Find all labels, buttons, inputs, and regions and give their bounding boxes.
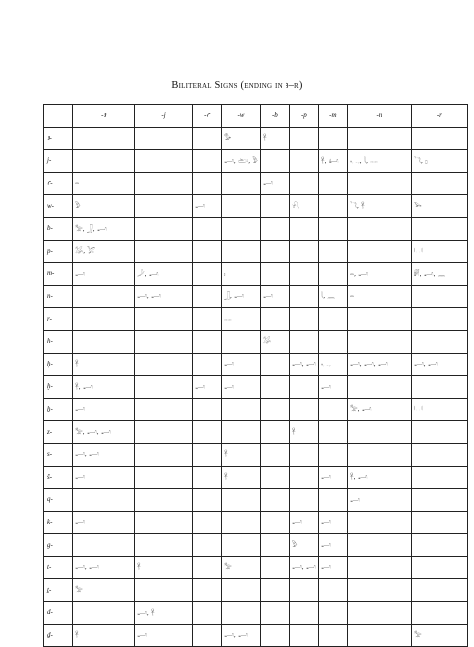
table-row (44, 602, 468, 625)
hieroglyph-cell: 𓂝 (260, 285, 289, 308)
hieroglyph-cell: 𓂝 (73, 466, 135, 489)
hieroglyph-cell: 𓅡, 𓂝, 𓂝 (73, 421, 135, 444)
hieroglyph-cell (318, 443, 347, 466)
hieroglyph-cell (289, 127, 318, 150)
hieroglyph-cell (289, 240, 318, 263)
hieroglyph-cell (73, 150, 135, 173)
hieroglyph-cell (347, 421, 411, 444)
hieroglyph-cell (135, 443, 193, 466)
hieroglyph-cell: 𓅡 (411, 624, 467, 647)
hieroglyph-cell: 𓂝 (347, 489, 411, 512)
hieroglyph-cell: 𓋹 (222, 466, 261, 489)
row-label: k- (44, 511, 73, 534)
table-row (44, 330, 468, 353)
hieroglyph-cell (260, 195, 289, 218)
hieroglyph-cell (73, 534, 135, 557)
row-label: z- (44, 421, 73, 444)
hieroglyph-cell: 𓅮, 𓅯 (73, 240, 135, 263)
hieroglyph-cell (260, 263, 289, 286)
hieroglyph-cell: 𓆑, 𓇋, 𓂋 (347, 150, 411, 173)
hieroglyph-cell (260, 398, 289, 421)
hieroglyph-cell (347, 172, 411, 195)
row-label: j- (44, 150, 73, 173)
hieroglyph-cell (260, 466, 289, 489)
hieroglyph-cell: 𓅨 (411, 195, 467, 218)
hieroglyph-cell (135, 330, 193, 353)
hieroglyph-cell (318, 421, 347, 444)
hieroglyph-cell (411, 376, 467, 399)
hieroglyph-cell (411, 308, 467, 331)
hieroglyph-cell: 𓉐 (411, 398, 467, 421)
hieroglyph-cell (193, 240, 222, 263)
hieroglyph-cell (411, 330, 467, 353)
hieroglyph-cell (411, 511, 467, 534)
column-header (44, 105, 73, 128)
table-row (44, 556, 468, 579)
hieroglyph-cell (135, 217, 193, 240)
hieroglyph-cell (347, 127, 411, 150)
table-row (44, 624, 468, 647)
hieroglyph-cell (318, 240, 347, 263)
hieroglyph-cell (193, 353, 222, 376)
hieroglyph-cell: 𓂝, 𓂝, 𓂝 (347, 353, 411, 376)
row-label: ḏ- (44, 624, 73, 647)
hieroglyph-cell: 𓂝 (73, 398, 135, 421)
hieroglyph-cell (318, 195, 347, 218)
hieroglyph-cell: 𓂋 (222, 308, 261, 331)
hieroglyph-cell (193, 602, 222, 625)
hieroglyph-cell (135, 579, 193, 602)
hieroglyph-cell (260, 511, 289, 534)
hieroglyph-cell (135, 376, 193, 399)
hieroglyph-cell (260, 353, 289, 376)
table-row (44, 579, 468, 602)
hieroglyph-cell (193, 308, 222, 331)
table-row (44, 376, 468, 399)
hieroglyph-cell (347, 579, 411, 602)
hieroglyph-cell (193, 534, 222, 557)
header-row (44, 105, 468, 128)
hieroglyph-cell (135, 466, 193, 489)
hieroglyph-cell (193, 511, 222, 534)
hieroglyph-cell (135, 195, 193, 218)
hieroglyph-cell: 𓇋, 𓈖 (318, 285, 347, 308)
hieroglyph-cell (260, 308, 289, 331)
hieroglyph-cell: 𓃀, 𓂝 (222, 285, 261, 308)
hieroglyph-cell (411, 285, 467, 308)
hieroglyph-cell (193, 150, 222, 173)
hieroglyph-cell: 𓂝, 𓂝 (289, 353, 318, 376)
row-label: m- (44, 263, 73, 286)
row-label: p- (44, 240, 73, 263)
hieroglyph-cell (289, 398, 318, 421)
hieroglyph-cell (347, 330, 411, 353)
row-label: g- (44, 534, 73, 557)
hieroglyph-cell (135, 353, 193, 376)
table-row (44, 172, 468, 195)
table-row (44, 398, 468, 421)
row-label: q- (44, 489, 73, 512)
hieroglyph-cell (289, 466, 318, 489)
hieroglyph-cell (260, 489, 289, 512)
hieroglyph-cell (222, 511, 261, 534)
hieroglyph-cell: 𓆓, 𓊪 (411, 150, 467, 173)
hieroglyph-cell (193, 489, 222, 512)
hieroglyph-cell (193, 466, 222, 489)
hieroglyph-cell: 𓂝 (318, 534, 347, 557)
hieroglyph-cell: 𓉐 (411, 240, 467, 263)
row-label: ꜥ- (44, 172, 73, 195)
hieroglyph-cell (73, 127, 135, 150)
hieroglyph-cell (347, 308, 411, 331)
hieroglyph-cell (411, 489, 467, 512)
hieroglyph-cell: 𓏏 (73, 172, 135, 195)
row-label: ṯ- (44, 579, 73, 602)
row-label: ꜣ- (44, 127, 73, 150)
hieroglyph-cell: 𓋹, 𓂝 (73, 376, 135, 399)
hieroglyph-cell: 𓏞, 𓂝, 𓈖 (411, 263, 467, 286)
hieroglyph-cell (347, 240, 411, 263)
table-row (44, 466, 468, 489)
hieroglyph-cell (135, 240, 193, 263)
hieroglyph-cell (222, 195, 261, 218)
hieroglyph-cell (347, 217, 411, 240)
table-row (44, 240, 468, 263)
column-header: -p (289, 105, 318, 128)
hieroglyph-cell (260, 534, 289, 557)
hieroglyph-cell: 𓂝, 𓂝 (73, 443, 135, 466)
hieroglyph-cell: 𓂝 (318, 466, 347, 489)
hieroglyph-cell (289, 579, 318, 602)
hieroglyph-cell (347, 556, 411, 579)
table-row (44, 534, 468, 557)
hieroglyph-cell (318, 579, 347, 602)
hieroglyph-cell (347, 602, 411, 625)
hieroglyph-cell: 𓋹 (135, 556, 193, 579)
hieroglyph-cell (318, 398, 347, 421)
hieroglyph-cell: 𓅱 (73, 195, 135, 218)
hieroglyph-cell (135, 511, 193, 534)
hieroglyph-cell (260, 421, 289, 444)
hieroglyph-cell (135, 534, 193, 557)
hieroglyph-cell (193, 624, 222, 647)
hieroglyph-cell: 𓋹 (260, 127, 289, 150)
hieroglyph-cell (73, 285, 135, 308)
hieroglyph-cell: 𓋹 (73, 353, 135, 376)
hieroglyph-cell (260, 624, 289, 647)
hieroglyph-cell (289, 443, 318, 466)
table-row (44, 511, 468, 534)
hieroglyph-cell: 𓋹, 𓂝 (347, 466, 411, 489)
hieroglyph-cell (222, 579, 261, 602)
row-label: s- (44, 443, 73, 466)
hieroglyph-cell (411, 534, 467, 557)
hieroglyph-cell (193, 398, 222, 421)
table-row (44, 195, 468, 218)
table-row (44, 489, 468, 512)
hieroglyph-cell (289, 263, 318, 286)
hieroglyph-cell (222, 602, 261, 625)
hieroglyph-cell (411, 421, 467, 444)
hieroglyph-cell: 𓂝, 𓂝 (135, 285, 193, 308)
hieroglyph-cell: 𓅡, 𓃀, 𓂝 (73, 217, 135, 240)
hieroglyph-cell (347, 443, 411, 466)
hieroglyph-cell (222, 421, 261, 444)
hieroglyph-cell (411, 127, 467, 150)
hieroglyph-cell (260, 376, 289, 399)
hieroglyph-cell: 𓅡 (222, 556, 261, 579)
row-label: ḥ- (44, 353, 73, 376)
hieroglyph-cell (73, 308, 135, 331)
hieroglyph-cell (260, 443, 289, 466)
hieroglyph-cell (73, 330, 135, 353)
hieroglyph-cell (135, 150, 193, 173)
hieroglyph-cell (193, 172, 222, 195)
hieroglyph-cell (193, 579, 222, 602)
hieroglyph-cell (193, 217, 222, 240)
hieroglyph-cell (411, 443, 467, 466)
hieroglyph-cell (222, 534, 261, 557)
hieroglyph-cell: 𓅡 (73, 579, 135, 602)
hieroglyph-cell (289, 489, 318, 512)
hieroglyph-cell: 𓌳, 𓂝 (135, 263, 193, 286)
hieroglyph-cell (411, 602, 467, 625)
hieroglyph-cell (260, 240, 289, 263)
hieroglyph-cell (318, 330, 347, 353)
hieroglyph-cell (135, 308, 193, 331)
hieroglyph-cell: 𓂝 (222, 376, 261, 399)
hieroglyph-cell: 𓂝, 𓂝 (73, 556, 135, 579)
hieroglyph-cell: 𓋹 (73, 624, 135, 647)
hieroglyph-cell (73, 489, 135, 512)
hieroglyph-cell (193, 127, 222, 150)
hieroglyph-cell (411, 466, 467, 489)
hieroglyph-cell: 𓏏, 𓂝 (347, 263, 411, 286)
hieroglyph-cell (318, 624, 347, 647)
hieroglyph-cell: 𓂝, 𓋹 (135, 602, 193, 625)
column-header: -n (347, 105, 411, 128)
table-row (44, 127, 468, 150)
column-header: -w (222, 105, 261, 128)
hieroglyph-cell: 𓂝, 𓂝 (411, 353, 467, 376)
hieroglyph-cell (318, 308, 347, 331)
hieroglyph-cell: 𓂝, 𓂧, 𓅱 (222, 150, 261, 173)
hieroglyph-cell (193, 263, 222, 286)
hieroglyph-cell: 𓆓, 𓋹 (347, 195, 411, 218)
column-header: -r (411, 105, 467, 128)
hieroglyph-cell (135, 172, 193, 195)
hieroglyph-cell: 𓂝 (289, 511, 318, 534)
column-header: -b (260, 105, 289, 128)
hieroglyph-cell (289, 150, 318, 173)
hieroglyph-cell: 𓅱 (289, 534, 318, 557)
hieroglyph-cell (222, 217, 261, 240)
table-row (44, 150, 468, 173)
hieroglyph-cell: 𓍯 (289, 195, 318, 218)
table-row (44, 443, 468, 466)
hieroglyph-cell (289, 172, 318, 195)
hieroglyph-cell: 𓂝 (318, 376, 347, 399)
hieroglyph-cell (347, 534, 411, 557)
hieroglyph-cell (411, 556, 467, 579)
hieroglyph-cell (289, 624, 318, 647)
hieroglyph-cell: 𓂝 (73, 511, 135, 534)
hieroglyph-cell (347, 624, 411, 647)
hieroglyph-cell: 𓂝 (318, 556, 347, 579)
hieroglyph-cell (193, 330, 222, 353)
hieroglyph-cell: 𓅡, 𓂝 (347, 398, 411, 421)
hieroglyph-cell: 𓂝 (73, 263, 135, 286)
table-row (44, 285, 468, 308)
hieroglyph-cell: 𓋹 (222, 443, 261, 466)
hieroglyph-cell (347, 376, 411, 399)
hieroglyph-cell (318, 489, 347, 512)
hieroglyph-cell (289, 217, 318, 240)
table-row (44, 353, 468, 376)
table-row (44, 421, 468, 444)
hieroglyph-cell (260, 217, 289, 240)
column-header: -m (318, 105, 347, 128)
row-label: r- (44, 308, 73, 331)
hieroglyph-cell: 𓏏 (347, 285, 411, 308)
hieroglyph-cell (222, 172, 261, 195)
hieroglyph-cell (193, 556, 222, 579)
hieroglyph-cell: 𓂝 (222, 353, 261, 376)
hieroglyph-cell (318, 263, 347, 286)
hieroglyph-cell: 𓂝, 𓂝 (222, 624, 261, 647)
column-header: -j (135, 105, 193, 128)
hieroglyph-cell (260, 579, 289, 602)
row-label: ẖ- (44, 398, 73, 421)
column-header: -ꜥ (193, 105, 222, 128)
hieroglyph-cell (222, 240, 261, 263)
hieroglyph-cell: 𓂝 (193, 195, 222, 218)
hieroglyph-cell (411, 579, 467, 602)
hieroglyph-cell (260, 150, 289, 173)
hieroglyph-cell: 𓏤 (222, 263, 261, 286)
hieroglyph-cell (347, 511, 411, 534)
row-label: w- (44, 195, 73, 218)
biliteral-signs-table (43, 104, 468, 647)
hieroglyph-cell: 𓆑 (318, 353, 347, 376)
row-label: š- (44, 466, 73, 489)
hieroglyph-cell (318, 602, 347, 625)
row-label: h- (44, 330, 73, 353)
hieroglyph-cell (73, 602, 135, 625)
hieroglyph-cell (135, 398, 193, 421)
table-row (44, 308, 468, 331)
table-row (44, 263, 468, 286)
hieroglyph-cell: 𓅮 (260, 330, 289, 353)
hieroglyph-cell (318, 172, 347, 195)
hieroglyph-cell (222, 489, 261, 512)
hieroglyph-cell (260, 602, 289, 625)
hieroglyph-cell (318, 217, 347, 240)
hieroglyph-cell (222, 398, 261, 421)
row-label: b- (44, 217, 73, 240)
hieroglyph-cell (260, 556, 289, 579)
hieroglyph-cell (193, 443, 222, 466)
hieroglyph-cell: 𓋹 (289, 421, 318, 444)
row-label: n- (44, 285, 73, 308)
hieroglyph-cell (135, 127, 193, 150)
hieroglyph-cell (289, 285, 318, 308)
hieroglyph-cell (222, 330, 261, 353)
row-label: d- (44, 602, 73, 625)
hieroglyph-cell (411, 172, 467, 195)
hieroglyph-cell: 𓂝 (193, 376, 222, 399)
hieroglyph-cell (289, 308, 318, 331)
hieroglyph-cell (289, 602, 318, 625)
hieroglyph-cell (135, 489, 193, 512)
hieroglyph-cell (289, 376, 318, 399)
hieroglyph-cell: 𓂝, 𓂝 (289, 556, 318, 579)
hieroglyph-cell: 𓋹, 𓂞 (318, 150, 347, 173)
hieroglyph-cell (193, 285, 222, 308)
hieroglyph-cell (411, 217, 467, 240)
hieroglyph-cell (135, 421, 193, 444)
hieroglyph-cell: 𓂝 (135, 624, 193, 647)
row-label: ḫ- (44, 376, 73, 399)
hieroglyph-cell (193, 421, 222, 444)
hieroglyph-cell: 𓅜 (222, 127, 261, 150)
hieroglyph-cell: 𓂝 (318, 511, 347, 534)
column-header: -ꜣ (73, 105, 135, 128)
hieroglyph-cell (289, 330, 318, 353)
row-label: t- (44, 556, 73, 579)
table-row (44, 217, 468, 240)
page-title: Biliteral Signs (ending in ꜣ–r) (171, 80, 303, 91)
hieroglyph-cell: 𓂝 (260, 172, 289, 195)
hieroglyph-cell (318, 127, 347, 150)
